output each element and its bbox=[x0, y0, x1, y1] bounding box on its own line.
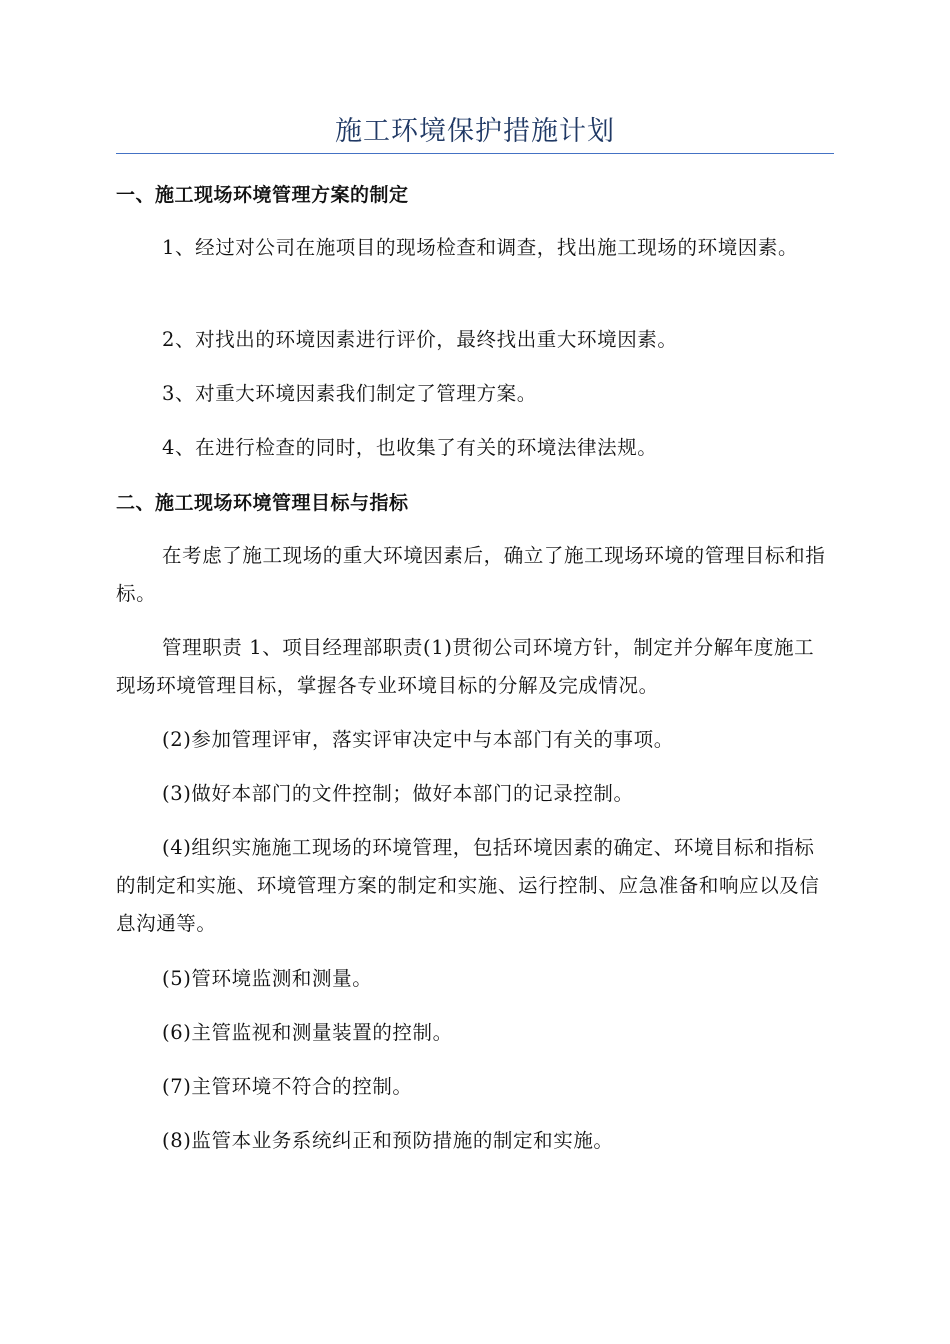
paragraph: 4、在进行检查的同时，也收集了有关的环境法律法规。 bbox=[162, 436, 658, 459]
paragraph: 2、对找出的环境因素进行评价，最终找出重大环境因素。 bbox=[162, 328, 678, 351]
section-heading-1: 一、施工现场环境管理方案的制定 bbox=[116, 184, 409, 206]
document-title: 施工环境保护措施计划 bbox=[335, 116, 615, 147]
paragraph: (8)监管本业务系统纠正和预防措施的制定和实施。 bbox=[162, 1129, 614, 1152]
paragraph: (6)主管监视和测量装置的控制。 bbox=[162, 1021, 453, 1044]
paragraph: 1、经过对公司在施项目的现场检查和调查，找出施工现场的环境因素。 bbox=[162, 236, 799, 259]
paragraph: (3)做好本部门的文件控制；做好本部门的记录控制。 bbox=[162, 782, 634, 805]
paragraph: 在考虑了施工现场的重大环境因素后，确立了施工现场环境的管理目标和指标。 bbox=[116, 544, 826, 605]
paragraph: 管理职责 1、项目经理部职责(1)贯彻公司环境方针，制定并分解年度施工现场环境管理目标，掌握各专业环境目标的分解及完成情况。 bbox=[116, 636, 815, 697]
paragraph: 3、对重大环境因素我们制定了管理方案。 bbox=[162, 382, 537, 405]
paragraph: (2)参加管理评审，落实评审决定中与本部门有关的事项。 bbox=[162, 728, 674, 751]
paragraph: (4)组织实施施工现场的环境管理，包括环境因素的确定、环境目标和指标的制定和实施、环境管理方案的制定和实施、运行控制、应急准备和响应以及信息沟通等。 bbox=[116, 836, 820, 935]
paragraph: (5)管环境监测和测量。 bbox=[162, 967, 373, 990]
section-heading-2: 二、施工现场环境管理目标与指标 bbox=[116, 492, 409, 514]
title-underline bbox=[116, 153, 834, 154]
paragraph: (7)主管环境不符合的控制。 bbox=[162, 1075, 413, 1098]
